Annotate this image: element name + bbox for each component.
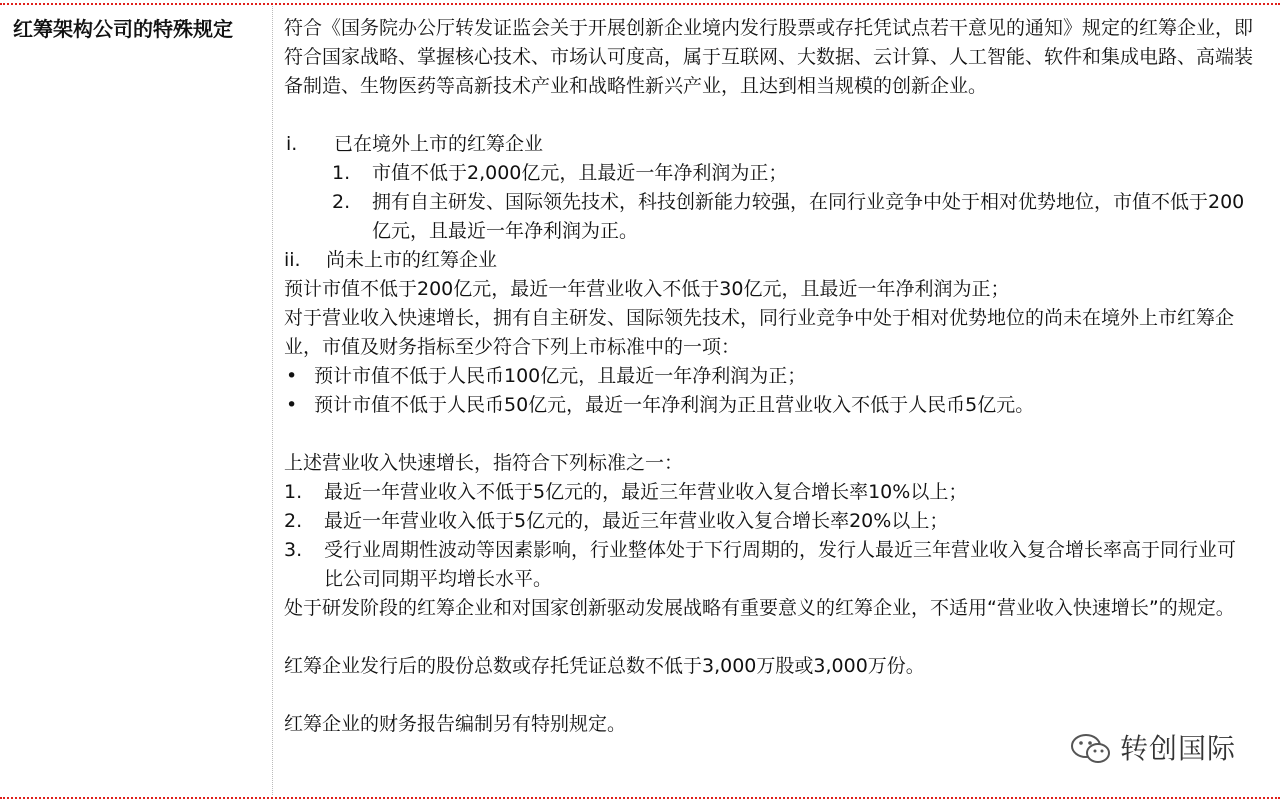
section-ii-title: 尚未上市的红筹企业 (326, 249, 498, 271)
item-text: 受行业周期性波动等因素影响，行业整体处于下行周期的，发行人最近三年营业收入复合增长率高于同行业可比公司同期平均增长水平。 (324, 539, 1237, 590)
watermark (1070, 729, 1236, 769)
section-i-heading (286, 130, 1254, 159)
top-divider (0, 3, 1280, 5)
list-item (284, 478, 1254, 507)
bullet-icon: • (286, 365, 298, 387)
section-ii-line2: 对于营业收入快速增长，拥有自主研发、国际领先技术，同行业竞争中处于相对优势地位的尚未在境外上市红筹企业，市值及财务指标至少符合下列上市标准中的一项： (284, 307, 1235, 358)
column-divider (272, 6, 273, 795)
item-number: 2. (284, 510, 303, 532)
list-item (284, 536, 1254, 594)
list-item (332, 188, 1254, 246)
bullet-text: 预计市值不低于人民币50亿元，最近一年净利润为正且营业收入不低于人民币5亿元。 (314, 394, 1035, 416)
bullet-icon: • (286, 394, 298, 416)
wechat-icon (1070, 732, 1112, 766)
bullet-item (284, 391, 1254, 420)
bullet-item (284, 362, 1254, 391)
item-number: 3. (284, 539, 303, 561)
growth-intro: 上述营业收入快速增长，指符合下列标准之一： (284, 452, 684, 474)
section-i-marker: i. (286, 133, 298, 155)
section-ii-line1: 预计市值不低于200亿元，最近一年营业收入不低于30亿元，且最近一年净利润为正； (284, 278, 1010, 300)
spacer (284, 623, 1254, 652)
item-number: 1. (332, 162, 351, 184)
section-i-title: 已在境外上市的红筹企业 (334, 133, 544, 155)
shares-line: 红筹企业发行后的股份总数或存托凭证总数不低于3,000万股或3,000万份。 (284, 655, 925, 677)
bullet-text: 预计市值不低于人民币100亿元，且最近一年净利润为正； (314, 365, 807, 387)
list-item (332, 159, 1254, 188)
spacer (284, 101, 1254, 130)
item-text: 市值不低于2,000亿元，且最近一年净利润为正； (372, 162, 788, 184)
growth-note: 处于研发阶段的红筹企业和对国家创新驱动发展战略有重要意义的红筹企业，不适用“营业收入快速增长”的规定。 (284, 597, 1235, 619)
item-text: 拥有自主研发、国际领先技术，科技创新能力较强，在同行业竞争中处于相对优势地位，市值不低于200亿元，且最近一年净利润为正。 (372, 191, 1245, 242)
finance-line: 红筹企业的财务报告编制另有特别规定。 (284, 713, 627, 735)
section-ii-marker: ii. (284, 249, 301, 271)
row-heading: 红筹架构公司的特殊规定 (13, 17, 233, 41)
list-item (284, 507, 1254, 536)
section-ii-heading (284, 246, 1254, 275)
item-text: 最近一年营业收入不低于5亿元的，最近三年营业收入复合增长率10%以上； (324, 481, 968, 503)
item-number: 1. (284, 481, 303, 503)
bottom-divider (0, 797, 1280, 799)
item-text: 最近一年营业收入低于5亿元的，最近三年营业收入复合增长率20%以上； (324, 510, 949, 532)
row-content (284, 14, 1254, 739)
item-number: 2. (332, 191, 351, 213)
watermark-text: 转创国际 (1120, 732, 1237, 765)
spacer (284, 681, 1254, 710)
spacer (284, 420, 1254, 449)
intro-paragraph: 符合《国务院办公厅转发证监会关于开展创新企业境内发行股票或存托凭试点若干意见的通知》规定的红筹企业，即符合国家战略、掌握核心技术、市场认可度高，属于互联网、大数据、云计算、人工智能、软件和集成电路、高端装备制造、生物医药等高新技术产业和战略性新兴产业，且达到相当规模的创新企业。 (284, 17, 1254, 97)
